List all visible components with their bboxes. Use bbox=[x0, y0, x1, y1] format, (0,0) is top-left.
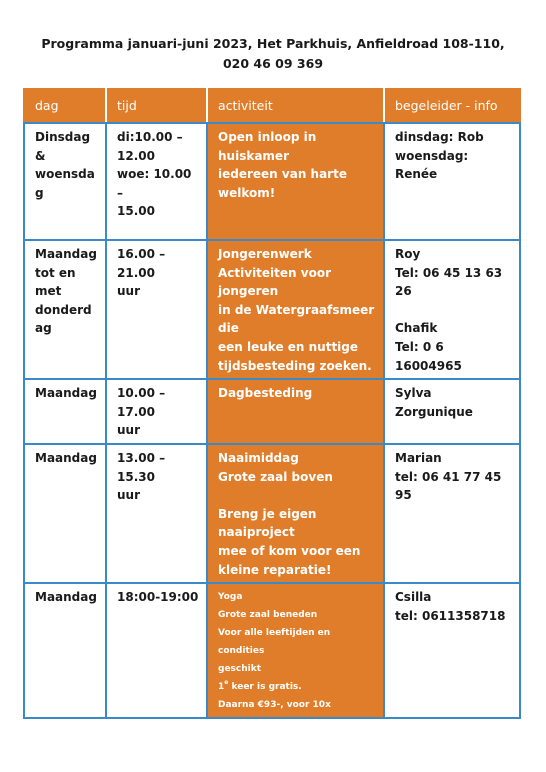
cell-text: Maandag bbox=[35, 247, 97, 261]
cell-begeleider bbox=[384, 379, 520, 444]
cell-text: dinsdag: Rob bbox=[395, 130, 484, 144]
cell-dag bbox=[24, 583, 106, 718]
cell-dag bbox=[24, 240, 106, 379]
cell-tijd bbox=[106, 583, 207, 718]
superscript: e bbox=[224, 679, 229, 687]
cell-text: Activiteiten voor jongeren bbox=[218, 265, 336, 299]
header-begeleider: begeleider - info bbox=[384, 88, 520, 123]
cell-text: Tel: 0 6 16004965 bbox=[395, 339, 462, 373]
header-tijd: tijd bbox=[106, 88, 207, 123]
cell-text: Chafik bbox=[395, 321, 438, 336]
page-title bbox=[0, 34, 546, 74]
cell-text: Tel: 06 45 13 63 bbox=[395, 265, 503, 280]
cell-text: Roy bbox=[395, 247, 421, 261]
cell-text: 12.00 bbox=[117, 148, 155, 163]
cell-dag bbox=[24, 123, 106, 240]
cell-text: tel: 0611358718 bbox=[395, 608, 506, 623]
cell-text: tijdsbesteding zoeken. bbox=[218, 358, 372, 373]
cell-tijd bbox=[106, 123, 207, 240]
cell-text: 26 bbox=[395, 284, 412, 299]
cell-text: uur bbox=[117, 423, 141, 438]
spacer bbox=[218, 486, 376, 505]
spacer bbox=[395, 301, 512, 320]
activity-title: Dagbesteding bbox=[218, 386, 313, 401]
cell-text: 18:00-19:00 bbox=[117, 590, 199, 605]
cell-text: woe: 10.00 – bbox=[117, 167, 196, 200]
header-row bbox=[24, 88, 520, 123]
table-row bbox=[24, 583, 520, 718]
cell-text: woensdag: Renée bbox=[395, 148, 473, 182]
cell-text: 1 bbox=[218, 682, 225, 693]
cell-text: geschikt bbox=[218, 664, 262, 675]
cell-text: 10.00 – 17.00 bbox=[117, 386, 170, 419]
cell-activiteit bbox=[207, 123, 384, 240]
cell-begeleider bbox=[384, 583, 520, 718]
cell-text: Grote zaal boven bbox=[218, 469, 333, 484]
cell-text: 13.00 – 15.30 bbox=[117, 450, 170, 484]
activity-title: Naaimiddag bbox=[218, 450, 299, 465]
cell-text: uur bbox=[117, 488, 141, 503]
cell-activiteit bbox=[207, 444, 384, 583]
table-row bbox=[24, 379, 520, 444]
cell-text: Daarna €93-, voor 10x bbox=[218, 700, 331, 711]
cell-text: Marian bbox=[395, 450, 442, 465]
activity-title: Open inloop in huiskamer bbox=[218, 130, 317, 163]
table-row bbox=[24, 240, 520, 379]
cell-text: iedereen van harte bbox=[218, 167, 347, 182]
cell-text: Csilla bbox=[395, 590, 432, 605]
cell-text: een leuke en nuttige bbox=[218, 339, 359, 354]
cell-text: Grote zaal beneden bbox=[218, 610, 318, 621]
cell-activiteit bbox=[207, 583, 384, 718]
cell-text: welkom! bbox=[218, 185, 276, 200]
cell-text: Voor alle leeftijden en condities bbox=[218, 628, 334, 657]
cell-text: 15.00 bbox=[117, 204, 155, 219]
table-row bbox=[24, 123, 520, 240]
cell-text: Dinsdag & bbox=[35, 130, 95, 163]
cell-text: 16.00 – 21.00 bbox=[117, 247, 170, 280]
cell-activiteit bbox=[207, 240, 384, 379]
title-line-2: 020 46 09 369 bbox=[222, 56, 324, 71]
activity-title: Yoga bbox=[218, 592, 243, 603]
header-activiteit: activiteit bbox=[207, 88, 384, 123]
cell-text: tot en met bbox=[35, 265, 80, 299]
cell-text: Breng je eigen naaiproject bbox=[218, 506, 321, 540]
title-line-1: Programma januari-juni 2023, Het Parkhuis, Anfieldroad 108-110, bbox=[41, 36, 505, 51]
cell-begeleider bbox=[384, 240, 520, 379]
cell-text: Maandag bbox=[35, 386, 97, 401]
cell-text: mee of kom voor een bbox=[218, 543, 361, 558]
cell-text: uur bbox=[117, 284, 141, 299]
cell-text: di:10.00 – bbox=[117, 130, 183, 144]
table-row bbox=[24, 444, 520, 583]
cell-text: Maandag bbox=[35, 450, 97, 465]
cell-tijd bbox=[106, 379, 207, 444]
cell-text: Sylva Zorgunique bbox=[395, 386, 473, 419]
cell-text bbox=[218, 678, 376, 696]
cell-text: kleine reparatie! bbox=[218, 562, 332, 577]
cell-dag bbox=[24, 444, 106, 583]
cell-text: in de Watergraafsmeer die bbox=[218, 302, 379, 336]
cell-text: keer is gratis. bbox=[228, 682, 302, 693]
cell-text: tel: 06 41 77 45 95 bbox=[395, 469, 506, 503]
cell-tijd bbox=[106, 240, 207, 379]
cell-dag bbox=[24, 379, 106, 444]
activity-title: Jongerenwerk bbox=[218, 247, 312, 261]
cell-text: donderdag bbox=[35, 302, 92, 336]
cell-tijd bbox=[106, 444, 207, 583]
cell-begeleider bbox=[384, 123, 520, 240]
cell-text: Maandag bbox=[35, 590, 97, 605]
program-table bbox=[23, 88, 521, 719]
cell-begeleider bbox=[384, 444, 520, 583]
cell-activiteit bbox=[207, 379, 384, 444]
cell-text: woensdag bbox=[35, 167, 95, 200]
header-dag: dag bbox=[24, 88, 106, 123]
